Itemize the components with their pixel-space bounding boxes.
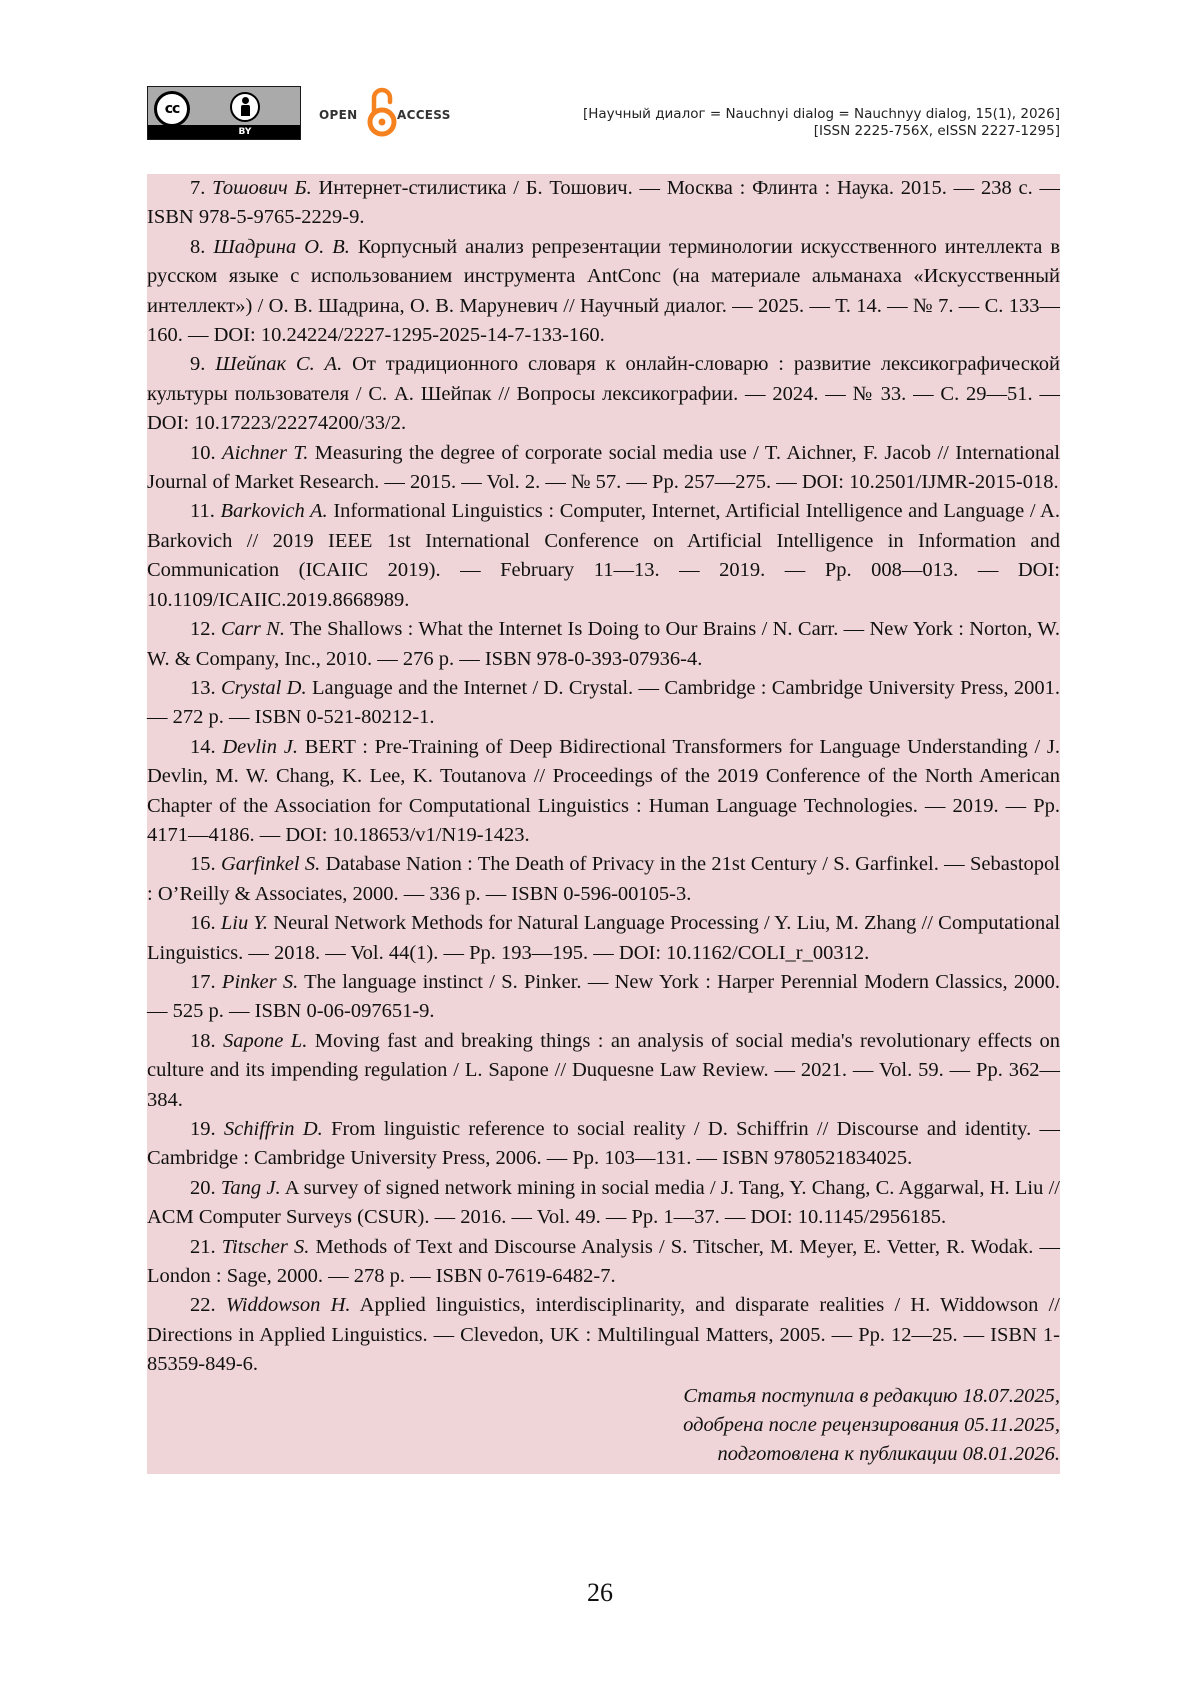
reference-item	[147, 1027, 1060, 1115]
cc-by-license-badge[interactable]	[147, 86, 301, 140]
cc-badge-strip	[148, 125, 300, 139]
reference-number: 20.	[190, 1176, 216, 1199]
reference-number: 10.	[190, 441, 216, 464]
reference-author: Sapone L.	[223, 1029, 308, 1052]
reference-number: 18.	[190, 1029, 216, 1052]
reference-text: Neural Network Methods for Natural Language Processing / Y. Liu, M. Zhang // Computational Linguistics. — 2018. — Vol. 44(1). — Pp. 193—195. — DOI: 10.1162/COLI_r_00312.	[147, 912, 1061, 964]
reference-text: Applied linguistics, interdisciplinarity, and disparate realities / H. Widdowson // Directions in Applied Linguistics. — Clevedon, UK : Multilingual Matters, 2005. — Pp. 12—25. — ISBN 1-85359-849-6.	[147, 1294, 1061, 1376]
reference-item	[147, 1174, 1060, 1233]
page-number: 26	[587, 1578, 613, 1607]
reference-author: Tang J.	[220, 1176, 281, 1199]
reference-item	[147, 1115, 1060, 1174]
creative-commons-icon	[154, 91, 190, 127]
reference-text: Language and the Internet / D. Crystal. — Cambridge : Cambridge University Press, 2001. — 272 p. — ISBN 0-521-80212-1.	[147, 676, 1060, 729]
reference-author: Carr N.	[220, 618, 285, 641]
reference-item	[147, 1291, 1060, 1379]
reference-number: 12.	[190, 618, 216, 641]
reference-item	[147, 674, 1060, 733]
by-label: BY	[238, 127, 252, 137]
open-access-open-text: OPEN	[319, 108, 358, 122]
reference-author: Widdowson H.	[225, 1294, 351, 1317]
reference-author: Garfinkel S.	[220, 853, 321, 876]
reference-text: Informational Linguistics : Computer, Internet, Artificial Intelligence and Language / A. Barkovich // 2019 IEEE 1st International Conference on Artificial Intelligence in Information and Communication (ICAIIC 2019). — February 11—13. — 2019. — Pp. 008—013. — DOI: 10.1109/ICAIIC.2019.8668989.	[147, 500, 1060, 611]
received-date-line: Статья поступила в редакцию 18.07.2025,	[683, 1384, 1060, 1407]
article-received-note	[147, 1382, 1060, 1470]
reference-number: 7.	[190, 177, 206, 199]
reference-item	[147, 174, 1060, 233]
page-header	[147, 86, 1060, 142]
reference-item	[147, 850, 1060, 909]
reference-author: Devlin J.	[222, 735, 298, 758]
reference-number: 16.	[190, 912, 216, 935]
reference-text: Measuring the degree of corporate social media use / T. Aichner, F. Jacob // International Journal of Market Research. — 2015. — Vol. 2. — № 57. — Pp. 257—275. — DOI: 10.2501/IJMR-2015-018.	[147, 441, 1061, 494]
open-access-lock-icon	[367, 86, 397, 138]
reference-text: Интернет-стилистика / Б. Тошович. — Москва : Флинта : Наука. 2015. — 238 с. — ISBN 978-5-9765-2229-9.	[147, 177, 1060, 229]
reference-author: Barkovich A.	[220, 500, 328, 523]
reference-author: Crystal D.	[220, 676, 307, 699]
approved-date-line: одобрена после рецензирования 05.11.2025,	[683, 1414, 1060, 1437]
reference-number: 14.	[190, 735, 216, 758]
cc-text: cc	[164, 101, 180, 117]
reference-item	[147, 733, 1060, 851]
open-access-logo	[317, 86, 467, 140]
reference-author: Шадрина О. В.	[213, 235, 350, 258]
reference-author: Aichner T.	[222, 441, 309, 464]
journal-citation	[583, 106, 1060, 140]
reference-number: 11.	[190, 500, 215, 523]
reference-number: 9.	[190, 353, 206, 376]
reference-number: 21.	[190, 1235, 216, 1258]
reference-text: Moving fast and breaking things : an analysis of social media's revolutionary effects on culture and its impending regulation / L. Sapone // Duquesne Law Review. — 2021. — Vol. 59. — Pp. 362—384.	[147, 1029, 1061, 1111]
reference-item	[147, 909, 1060, 968]
reference-number: 13.	[190, 676, 216, 699]
reference-text: Database Nation : The Death of Privacy in the 21st Century / S. Garfinkel. — Sebastopol : O’Reilly & Associates, 2000. — 336 p. — ISBN 0-596-00105-3.	[147, 853, 1060, 905]
reference-text: A survey of signed network mining in social media / J. Tang, Y. Chang, C. Aggarwal, H. Liu // ACM Computer Surveys (CSUR). — 2016. — Vol. 49. — Pp. 1—37. — DOI: 10.1145/2956185.	[147, 1176, 1061, 1229]
reference-text: Корпусный анализ репрезентации терминологии искусственного интеллекта в русском языке с использованием инструмента AntConc (на материале альманаха «Искусственный интеллект») / О. В. Шадрина, О. В. Маруневич // Научный диалог. — 2025. — Т. 14. — № 7. — С. 133—160. — DOI: 10.24224/2227-1295-2025-14-7-133-160.	[147, 235, 1061, 347]
open-access-access-text: ACCESS	[397, 108, 451, 122]
reference-text: Methods of Text and Discourse Analysis / S. Titscher, M. Meyer, E. Vetter, R. Wodak. — London : Sage, 2000. — 278 p. — ISBN 0-7619-6482-7.	[147, 1235, 1061, 1288]
reference-text: BERT : Pre-Training of Deep Bidirectional Transformers for Language Understanding / J. Devlin, M. W. Chang, K. Lee, K. Toutanova // Proceedings of the 2019 Conference of the North American Chapter of the Association for Computational Linguistics : Human Language Technologies. — 2019. — Pp. 4171—4186. — DOI: 10.18653/v1/N19-1423.	[147, 735, 1061, 846]
reference-item	[147, 968, 1060, 1027]
reference-item	[147, 439, 1060, 498]
reference-item	[147, 497, 1060, 615]
reference-text: The language instinct / S. Pinker. — New York : Harper Perennial Modern Classics, 2000. — 525 p. — ISBN 0-06-097651-9.	[147, 970, 1060, 1023]
reference-author: Тошович Б.	[212, 177, 312, 199]
issn-line: [ISSN 2225-756X, eISSN 2227-1295]	[813, 123, 1060, 139]
reference-item	[147, 350, 1060, 438]
reference-author: Pinker S.	[221, 970, 299, 993]
prepared-date-line: подготовлена к публикации 08.01.2026.	[717, 1443, 1060, 1466]
reference-number: 19.	[190, 1118, 216, 1140]
reference-number: 8.	[190, 235, 206, 258]
reference-item	[147, 233, 1060, 351]
journal-line: [Научный диалог = Nauchnyi dialog = Nauchnyy dialog, 15(1), 2026]	[582, 106, 1060, 122]
reference-text: От традиционного словаря к онлайн-словарю : развитие лексикографической культуры пользователя / С. А. Шейпак // Вопросы лексикографии. — 2024. — № 33. — С. 29—51. — DOI: 10.17223/22274200/33/2.	[147, 353, 1061, 435]
reference-author: Titscher S.	[221, 1235, 310, 1258]
reference-item	[147, 1233, 1060, 1292]
reference-text: From linguistic reference to social reality / D. Schiffrin // Discourse and identity. — Cambridge : Cambridge University Press, 2006. — Pp. 103—131. — ISBN 9780521834025.	[147, 1118, 1060, 1170]
references-list	[147, 174, 1060, 1474]
reference-number: 22.	[190, 1294, 216, 1317]
attribution-person-icon	[230, 92, 260, 122]
reference-item	[147, 615, 1060, 674]
reference-number: 15.	[190, 853, 216, 876]
reference-text: The Shallows : What the Internet Is Doing to Our Brains / N. Carr. — New York : Norton, W. W. & Company, Inc., 2010. — 276 p. — ISBN 978-0-393-07936-4.	[147, 618, 1060, 670]
reference-author: Шейпак С. А.	[215, 353, 343, 376]
reference-author: Liu Y.	[220, 912, 269, 935]
reference-author: Schiffrin D.	[223, 1118, 323, 1140]
reference-number: 17.	[190, 970, 216, 993]
